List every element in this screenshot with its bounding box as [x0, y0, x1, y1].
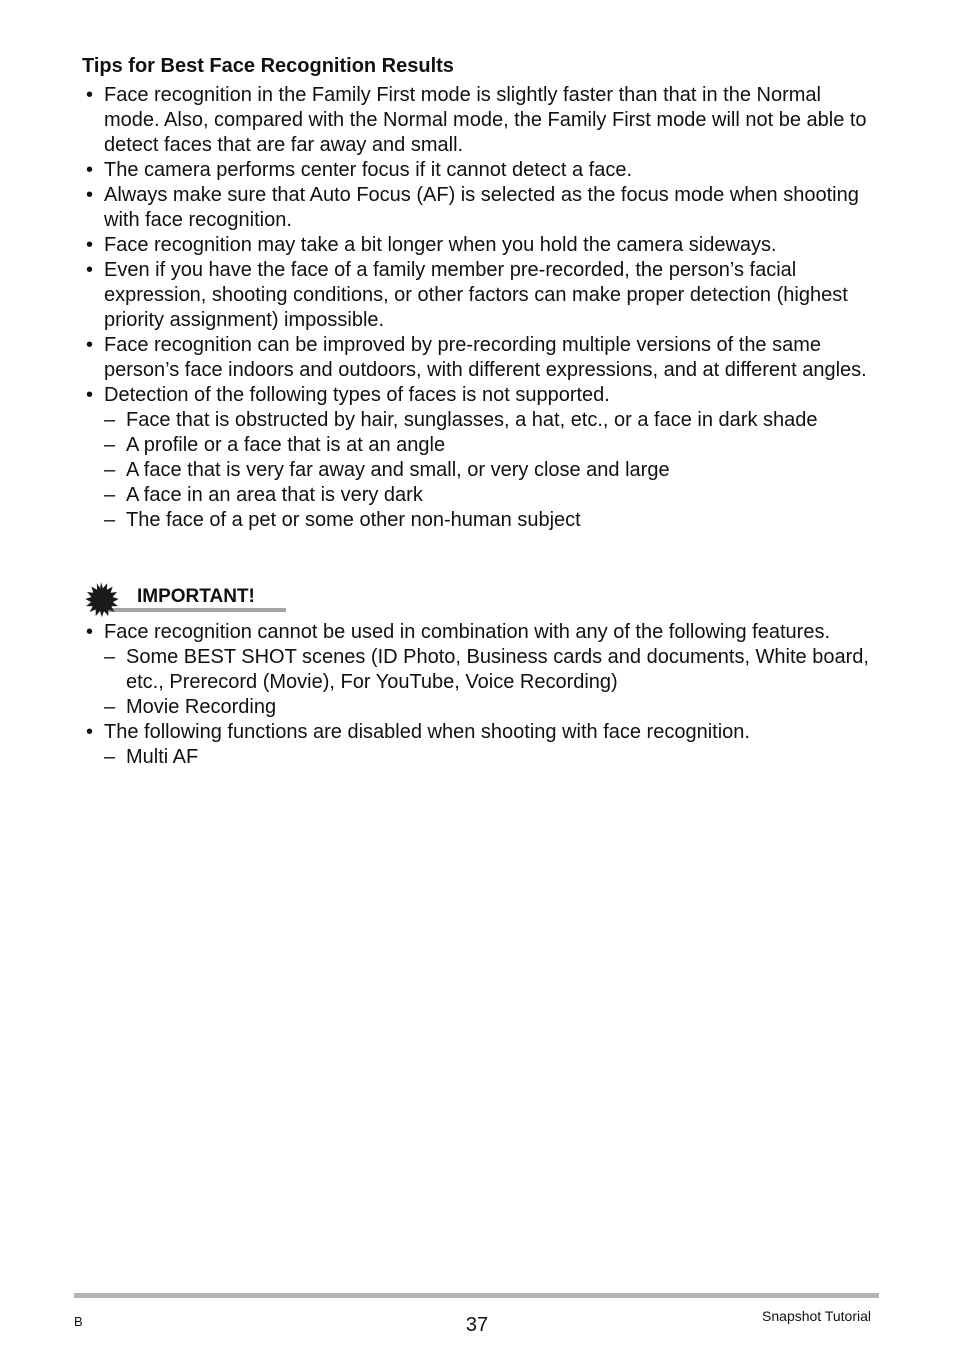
list-item: [82, 233, 882, 258]
sub-list: [104, 408, 882, 533]
list-item: [82, 258, 882, 333]
important-header: [82, 581, 286, 613]
sub-list-item: – Movie Recording: [104, 695, 882, 720]
list-item: [82, 333, 882, 383]
sub-list-item: – Face that is obstructed by hair, sunglasses, a hat, etc., or a face in dark shade: [104, 408, 882, 433]
sub-list-item: – Multi AF: [104, 745, 882, 770]
sub-list: [104, 645, 882, 720]
tips-list: [82, 83, 882, 533]
list-item: [82, 383, 882, 533]
starburst-icon: [82, 581, 120, 619]
footer-divider: [74, 1293, 879, 1298]
list-item-text: Face recognition cannot be used in combination with any of the following features.: [104, 621, 830, 643]
sub-list-item: – Some BEST SHOT scenes (ID Photo, Business cards and documents, White board, etc., Prerecord (Movie), For YouTube, Voice Recording): [104, 645, 882, 695]
list-item-text: Always make sure that Auto Focus (AF) is selected as the focus mode when shooting with face recognition.: [104, 184, 859, 231]
list-item-text: Detection of the following types of faces is not supported.: [104, 384, 610, 406]
sub-list-item: – A face in an area that is very dark: [104, 483, 882, 508]
tips-heading: Tips for Best Face Recognition Results: [82, 55, 454, 77]
list-item-text: The following functions are disabled when shooting with face recognition.: [104, 721, 750, 743]
sub-list-item: – A face that is very far away and small, or very close and large: [104, 458, 882, 483]
list-item-text: The camera performs center focus if it cannot detect a face.: [104, 159, 633, 181]
important-label: IMPORTANT!: [137, 586, 255, 607]
footer-section-title: Snapshot Tutorial: [762, 1308, 871, 1324]
list-item: [82, 620, 882, 720]
footer-language-code: B: [74, 1314, 83, 1329]
list-item-text: Even if you have the face of a family member pre-recorded, the person’s facial expression, shooting conditions, or other factors can make proper detection (highest priority assignment) impossible.: [104, 259, 848, 331]
important-list: [82, 620, 882, 770]
sub-list-item: – A profile or a face that is at an angle: [104, 433, 882, 458]
sub-list-item: – The face of a pet or some other non-human subject: [104, 508, 882, 533]
list-item-text: Face recognition may take a bit longer when you hold the camera sideways.: [104, 234, 777, 256]
list-item: [82, 83, 882, 158]
list-item: [82, 158, 882, 183]
list-item: [82, 720, 882, 770]
page-number: 37: [465, 1314, 489, 1336]
list-item-text: Face recognition in the Family First mode is slightly faster than that in the Normal mode. Also, compared with the Normal mode, the Family First mode will not be able to detect faces that are far away and small.: [104, 84, 867, 156]
list-item-text: Face recognition can be improved by pre-recording multiple versions of the same person’s face indoors and outdoors, with different expressions, and at different angles.: [104, 334, 867, 381]
list-item: [82, 183, 882, 233]
sub-list: [104, 745, 882, 770]
